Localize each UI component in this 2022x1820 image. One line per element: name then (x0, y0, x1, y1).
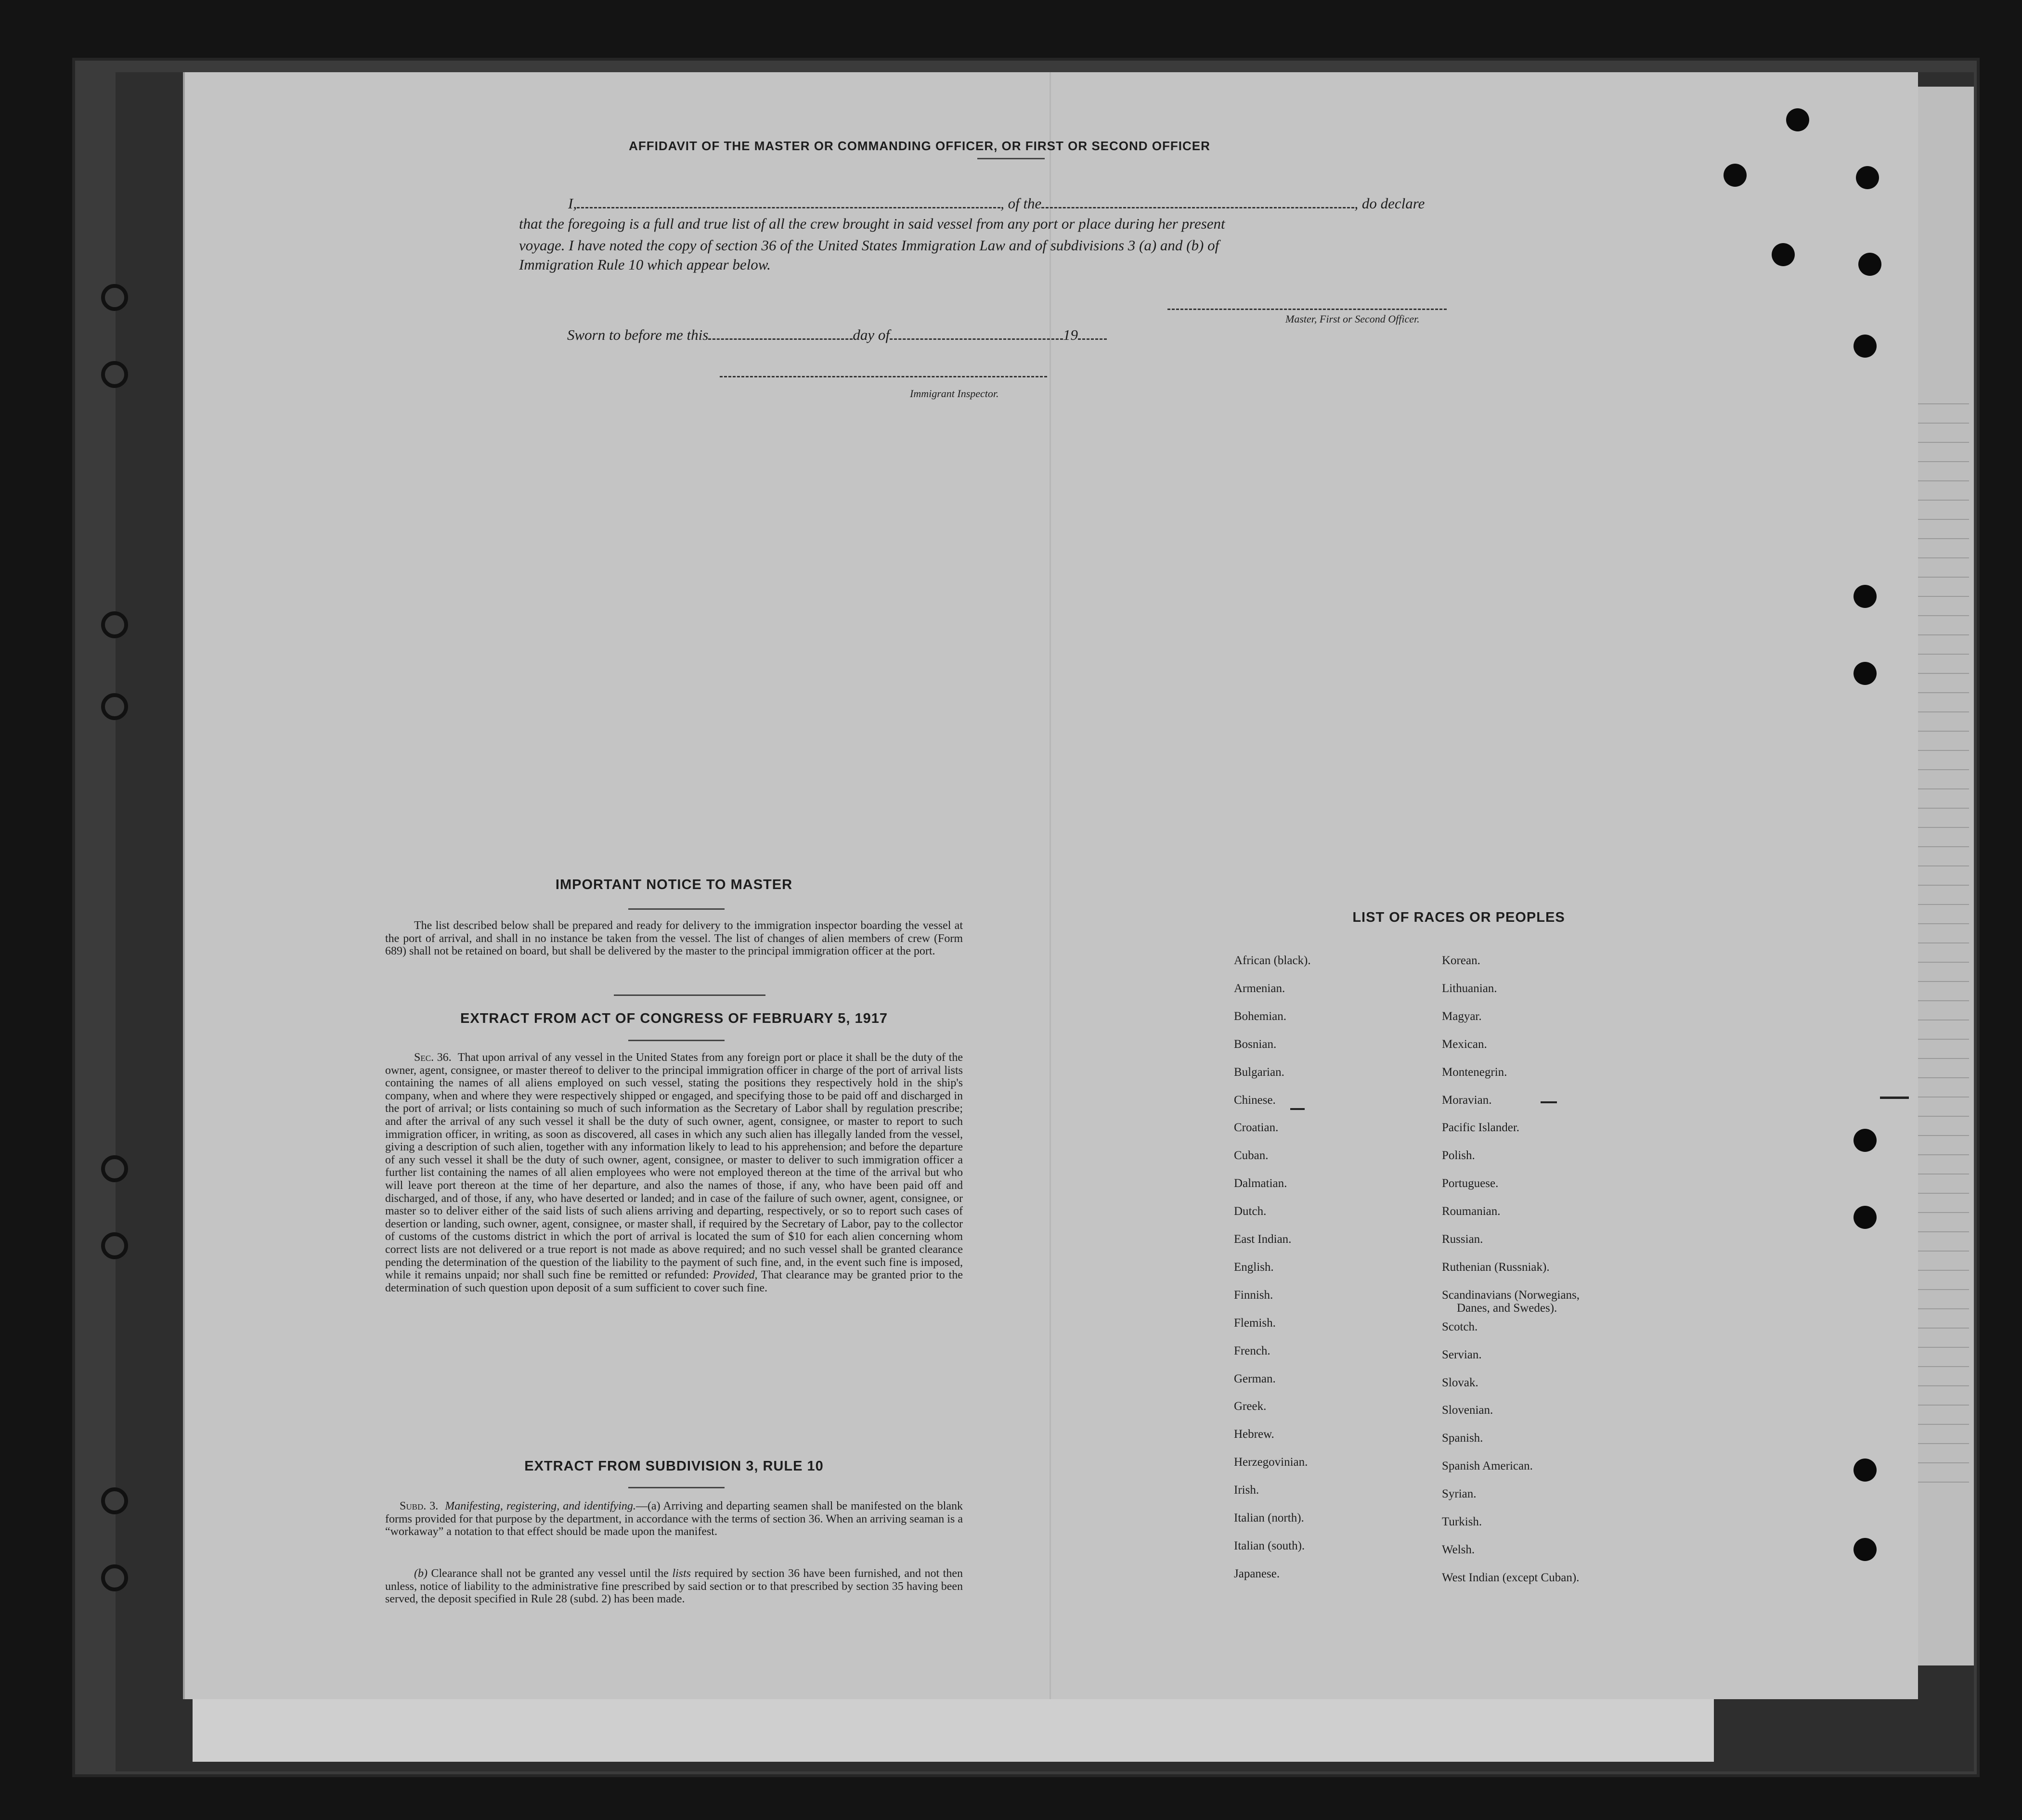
affidavit-title-rule (977, 158, 1045, 159)
punch-hole (1772, 243, 1795, 266)
race-item: Dutch. (1234, 1205, 1267, 1218)
race-item: Cuban. (1234, 1149, 1269, 1162)
punch-hole (1786, 108, 1809, 131)
ink-mark (1541, 1101, 1557, 1103)
section-36-text: That upon arrival of any vessel in the United States from any foreign port or place it shall be the duty of the owner, agent, consignee, or master thereof to deliver to the principal immigration officer in charge of the port of arrival lists containing the names of all aliens employed on such vessel, stating the positions they respectively hold in the ship's company, when and where they were respectively shipped or engaged, and specifying those to be paid off and discharged in the port of arrival; or lists containing so much of such information as the Secretary of Labor shall by regulation prescribe; and after the arrival of any such vessel it shall be the duty of such owner, agent, consignee, or master to report to such immigration officer, in writing, as soon as discovered, all cases in which any such alien has illegally landed from the vessel, giving a description of such alien, together with any information likely to lead to his apprehension; and before the departure of any such vessel it shall be the duty of such owner, agent, consignee, or master to deliver to such immigration officer a further list containing the names of all alien employees who were not employed thereon at the time of the arrival but who will leave port thereon at the time of her departure, and also the names of those, if any, who have been paid off and discharged, and of those, if any, who have deserted or landed; and in case of the failure of such owner, agent, consignee, or master so to deliver either of the said lists of such aliens arriving and departing, respectively, or so to report such cases of desertion or landing, such owner, agent, consignee, or master shall, if required by the Secretary of Labor, pay to the collector of customs of the customs district in which the port of arrival is located the sum of $10 for each alien concerning whom correct lists are not delivered or a true report is not made as above required; and no such vessel shall be granted clearance pending the determination of the question of the liability to the payment of such fine, and, in the event such fine is imposed, while it remains unpaid; nor shall such fine be remitted or refunded: (385, 1051, 963, 1282)
race-item: Finnish. (1234, 1288, 1273, 1302)
race-item: Bohemian. (1234, 1009, 1287, 1023)
race-item: Mexican. (1442, 1037, 1487, 1051)
binder-ring (101, 1487, 128, 1514)
race-item: Armenian. (1234, 981, 1285, 995)
declarant-label: I, (568, 195, 577, 212)
race-item-extra: Danes, and Swedes). (1457, 1302, 1557, 1315)
master-signature-caption: Master, First or Second Officer. (1285, 313, 1420, 325)
subd-a-text: Arriving and departing seamen shall be manifested on the blank forms provided for that purpose by the department, in accordance with the terms of section 36. When an arriving seaman is a “workaway” a notation to that effect should be made upon the manifest. (385, 1500, 963, 1538)
section-36-text-end: That clearance may be granted prior to the determination of such question upon deposit of a sum sufficient to cover such fine. (385, 1269, 963, 1294)
race-item: Welsh. (1442, 1543, 1475, 1556)
race-item: Bulgarian. (1234, 1065, 1284, 1079)
binder-ring (101, 361, 128, 388)
race-item: Montenegrin. (1442, 1065, 1507, 1079)
race-item: Italian (south). (1234, 1539, 1305, 1552)
punch-hole (1854, 1538, 1877, 1561)
race-item: Flemish. (1234, 1316, 1276, 1330)
sworn-year-field (1078, 338, 1107, 340)
master-signature-line (1167, 308, 1447, 310)
provided-label: Provided, (713, 1269, 758, 1282)
ink-mark (1290, 1108, 1305, 1110)
notice-title: IMPORTANT NOTICE TO MASTER (555, 877, 793, 892)
affidavit-line-3: voyage. I have noted the copy of section 36 of the United States Immigration Law and of subdivisions 3 (a) and (b) of (519, 237, 1219, 254)
race-item: Greek. (1234, 1400, 1267, 1413)
race-item: Korean. (1442, 954, 1480, 967)
rule-subd-b (385, 1567, 963, 1606)
race-item: Spanish American. (1442, 1459, 1533, 1473)
binder-ring (101, 1564, 128, 1591)
declare-label: , do declare (1354, 195, 1425, 212)
race-item: Polish. (1442, 1149, 1475, 1162)
affidavit-title: AFFIDAVIT OF THE MASTER OR COMMANDING OFFICER, OR FIRST OR SECOND OFFICER (629, 139, 1210, 153)
race-item: English. (1234, 1260, 1274, 1274)
race-item: East Indian. (1234, 1233, 1292, 1246)
year-prefix: 19 (1063, 326, 1078, 343)
notice-text: The list described below shall be prepared and ready for delivery to the immigration inspector boarding the vessel at the port of arrival, and shall in no instance be taken from the vessel. The list of changes of alien members of crew (Form 689) shall not be retained on board, but shall be delivered by the master to the principal immigration officer at the port. (385, 919, 963, 958)
sworn-day-field (708, 338, 853, 340)
punch-hole (1854, 1459, 1877, 1482)
race-item: Croatian. (1234, 1121, 1279, 1135)
subd-b-lists: lists (672, 1567, 691, 1580)
subd-title: Manifesting, registering, and identifying. (445, 1500, 636, 1512)
race-item: West Indian (except Cuban). (1442, 1571, 1580, 1584)
sworn-month-field (890, 338, 1063, 340)
punch-hole (1854, 1206, 1877, 1229)
race-item: Scandinavians (Norwegians, (1442, 1288, 1580, 1302)
race-item: Herzegovinian. (1234, 1456, 1308, 1469)
race-item: Magyar. (1442, 1009, 1482, 1023)
extract-act-title: EXTRACT FROM ACT OF CONGRESS OF FEBRUARY 5, 1917 (460, 1011, 888, 1026)
affidavit-line-2: that the foregoing is a full and true list of all the crew brought in said vessel from any port or place during her present (519, 215, 1225, 232)
declarant-name-field (577, 207, 1000, 208)
race-item: Roumanian. (1442, 1205, 1501, 1218)
race-item: Japanese. (1234, 1567, 1280, 1580)
sworn-line (567, 326, 1107, 344)
race-item: Portuguese. (1442, 1177, 1499, 1190)
race-item: Scotch. (1442, 1320, 1478, 1333)
binder-ring (101, 611, 128, 638)
vessel-label: , of the (1000, 195, 1042, 212)
punch-hole (1854, 335, 1877, 358)
subd-label: Subd. 3. (400, 1500, 439, 1512)
race-item: Turkish. (1442, 1515, 1482, 1528)
sworn-label: Sworn to before me this (567, 326, 709, 343)
extract-rule-title-rule (628, 1487, 725, 1488)
race-item: Lithuanian. (1442, 981, 1497, 995)
binder-ring (101, 1155, 128, 1182)
center-fold (1050, 72, 1051, 1699)
subd-b-label: (b) (414, 1567, 428, 1580)
affidavit-line-1 (568, 195, 1425, 212)
inspector-signature-caption: Immigrant Inspector. (910, 387, 999, 400)
extract-act-text (385, 1051, 963, 1294)
vessel-name-field (1041, 207, 1354, 208)
punch-hole (1858, 253, 1881, 276)
race-item: French. (1234, 1344, 1270, 1357)
subd-b-text-2: required by section 36 have been furnished, and not then unless, notice of liability to the administrative fine prescribed by said section or to that prescribed by section 35 having been served, the deposit specified in Rule 28 (subd. 2) has been made. (385, 1567, 963, 1606)
binder-ring (101, 284, 128, 311)
subd-b-text-1: Clearance shall not be granted any vessel until the (431, 1567, 669, 1580)
race-item: Russian. (1442, 1233, 1483, 1246)
binder-ring (101, 1232, 128, 1259)
race-item: Irish. (1234, 1484, 1259, 1497)
race-item: Spanish. (1442, 1432, 1483, 1445)
notice-title-rule (628, 908, 725, 910)
subd-a-label: —(a) (635, 1500, 661, 1512)
affidavit-line-4: Immigration Rule 10 which appear below. (519, 256, 771, 273)
extract-act-title-rule (628, 1040, 725, 1041)
punch-hole (1854, 662, 1877, 685)
extract-rule-title: EXTRACT FROM SUBDIVISION 3, RULE 10 (524, 1459, 824, 1474)
race-item: Dalmatian. (1234, 1177, 1287, 1190)
race-item: Pacific Islander. (1442, 1121, 1520, 1135)
race-item: Slovak. (1442, 1376, 1478, 1389)
day-of-label: day of (853, 326, 890, 343)
race-item: African (black). (1234, 954, 1311, 967)
rule-subd-a (385, 1500, 963, 1538)
race-item: Hebrew. (1234, 1428, 1274, 1441)
punch-hole (1724, 164, 1747, 187)
race-item: Chinese. (1234, 1093, 1276, 1107)
punch-hole (1856, 166, 1879, 189)
ink-mark (1880, 1097, 1909, 1099)
race-item: Syrian. (1442, 1487, 1477, 1501)
race-item: Slovenian. (1442, 1404, 1493, 1417)
punch-hole (1854, 1129, 1877, 1152)
race-item: Servian. (1442, 1348, 1482, 1361)
race-item: German. (1234, 1372, 1276, 1385)
section-label: Sec. 36. (414, 1051, 452, 1064)
punch-hole (1854, 585, 1877, 608)
notice-end-rule (614, 994, 765, 996)
race-item: Moravian. (1442, 1093, 1492, 1107)
races-title: LIST OF RACES OR PEOPLES (1352, 910, 1565, 925)
inspector-signature-line (720, 375, 1047, 377)
race-item: Italian (north). (1234, 1511, 1304, 1524)
race-item: Bosnian. (1234, 1037, 1277, 1051)
race-item: Ruthenian (Russniak). (1442, 1260, 1550, 1274)
binder-ring (101, 693, 128, 720)
